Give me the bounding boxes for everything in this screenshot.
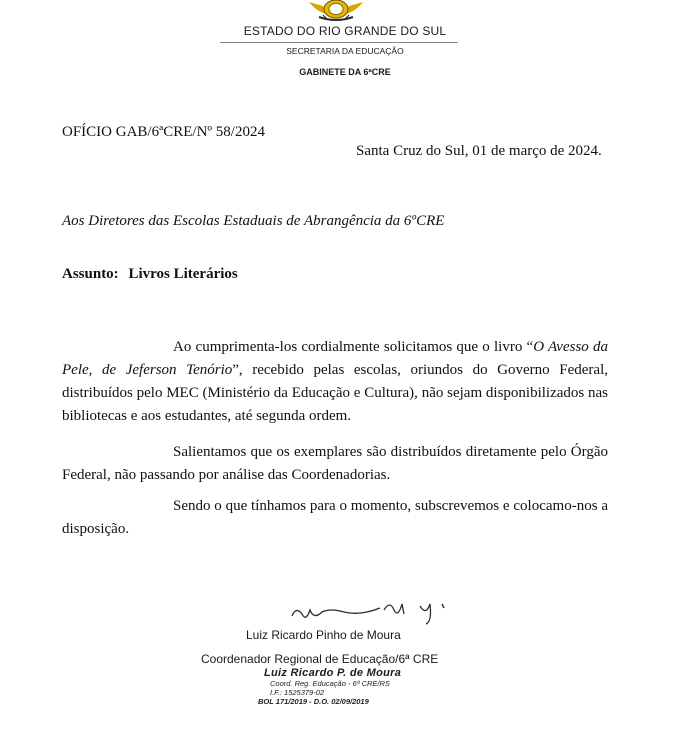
p1-book-title: O Avesso da Pele, de Jeferson Tenório: [62, 339, 608, 378]
subject-text: Livros Literários: [128, 266, 238, 282]
state-coat-of-arms-icon: [305, 0, 367, 22]
p2-text: Salientamos que os exemplares são distribuídos diretamente pelo Órgão Federal, não passando por análise das Coordenadorias.: [62, 444, 608, 483]
subject-label: Assunto:: [62, 266, 119, 282]
letter-addressee: Aos Diretores das Escolas Estaduais de Abrangência da 6ºCRE: [62, 213, 445, 229]
body-paragraph-2: [62, 441, 608, 487]
p3-text: Sendo o que tínhamos para o momento, subscrevemos e colocamo-nos a disposição.: [62, 498, 608, 537]
p1-lead: Ao cumprimenta-los cordialmente solicitamos que o livro “: [173, 339, 534, 355]
letter-subject: [62, 266, 238, 283]
official-stamp: [258, 667, 402, 707]
body-paragraph-1: [62, 336, 608, 428]
stamp-position: Coord. Reg. Educação - 6ª CRE/RS: [270, 679, 390, 688]
signatory-name: Luiz Ricardo Pinho de Moura: [246, 628, 401, 642]
letter-place-date: Santa Cruz do Sul, 01 de março de 2024.: [356, 143, 602, 159]
letterhead-secretariat: SECRETARIA DA EDUCAÇÃO: [286, 46, 404, 56]
p1-rest: ”, recebido pelas escolas, oriundos do Governo Federal, distribuídos pelo MEC (Ministério da Educação e Cultura), não sejam disponibilizados nas bibliotecas e aos estudantes, até segunda ordem.: [62, 362, 608, 424]
letterhead-office: GABINETE DA 6ªCRE: [299, 67, 391, 77]
stamp-name: Luiz Ricardo P. de Moura: [264, 667, 402, 679]
stamp-bulletin: BOL 171/2019 - D.O. 02/09/2019: [258, 697, 369, 706]
letterhead-divider: [220, 42, 458, 43]
signatory-role: Coordenador Regional de Educação/6ª CRE: [201, 652, 439, 666]
handwritten-signature: [284, 596, 464, 626]
letter-reference: OFÍCIO GAB/6ªCRE/Nº 58/2024: [62, 124, 265, 140]
stamp-id: I.F.: 1525379-02: [270, 688, 325, 697]
letterhead-state: ESTADO DO RIO GRANDE DO SUL: [243, 24, 447, 38]
body-paragraph-3: [62, 495, 608, 541]
